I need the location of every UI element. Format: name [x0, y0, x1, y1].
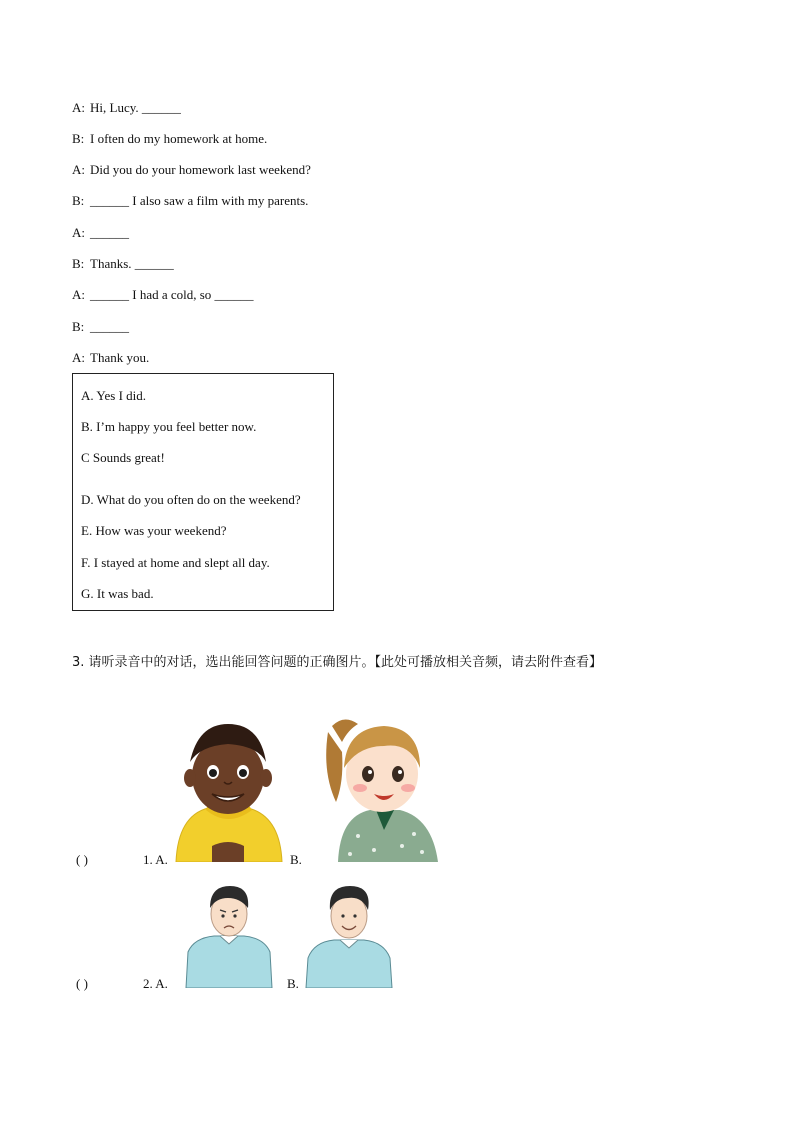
option-f: F. I stayed at home and slept all day. — [81, 555, 270, 570]
dialogue-line: B: ______ — [72, 319, 129, 334]
option-c: C Sounds great! — [81, 450, 165, 465]
item-2-option-b-label: B. — [287, 976, 299, 991]
dialogue-line: A: ______ I had a cold, so ______ — [72, 287, 254, 302]
dialogue-line: B: ______ I also saw a film with my parents. — [72, 193, 309, 208]
option-a: A. Yes I did. — [81, 388, 147, 403]
answer-paren-2[interactable]: ( ) — [76, 976, 88, 991]
item-2-label: 2. A. — [143, 976, 168, 991]
dialogue-line: A: ______ — [72, 225, 129, 240]
item-1-label: 1. A. — [143, 852, 168, 867]
option-d: D. What do you often do on the weekend? — [81, 492, 301, 507]
option-b: B. I’m happy you feel better now. — [81, 419, 257, 434]
happy-man-image[interactable] — [304, 880, 394, 988]
boy-yellow-hoodie-image[interactable] — [168, 716, 288, 862]
option-e: E. How was your weekend? — [81, 523, 227, 538]
dialogue-line: B: Thanks. ______ — [72, 256, 174, 271]
question-3-prompt: 3. 请听录音中的对话，选出能回答问题的正确图片。【此处可播放相关音频，请去附件查看】 — [72, 655, 603, 670]
item-1-option-b-label: B. — [290, 852, 302, 867]
answer-paren-1[interactable]: ( ) — [76, 852, 88, 867]
option-g: G. It was bad. — [81, 586, 154, 601]
girl-green-dress-image[interactable] — [318, 712, 442, 862]
dialogue-line: A: Thank you. — [72, 350, 150, 365]
options-box — [72, 373, 334, 611]
dialogue-line: A: Hi, Lucy. ______ — [72, 100, 181, 115]
sad-man-image[interactable] — [184, 880, 274, 988]
dialogue-line: A: Did you do your homework last weekend? — [72, 162, 311, 177]
dialogue-line: B: I often do my homework at home. — [72, 131, 268, 146]
